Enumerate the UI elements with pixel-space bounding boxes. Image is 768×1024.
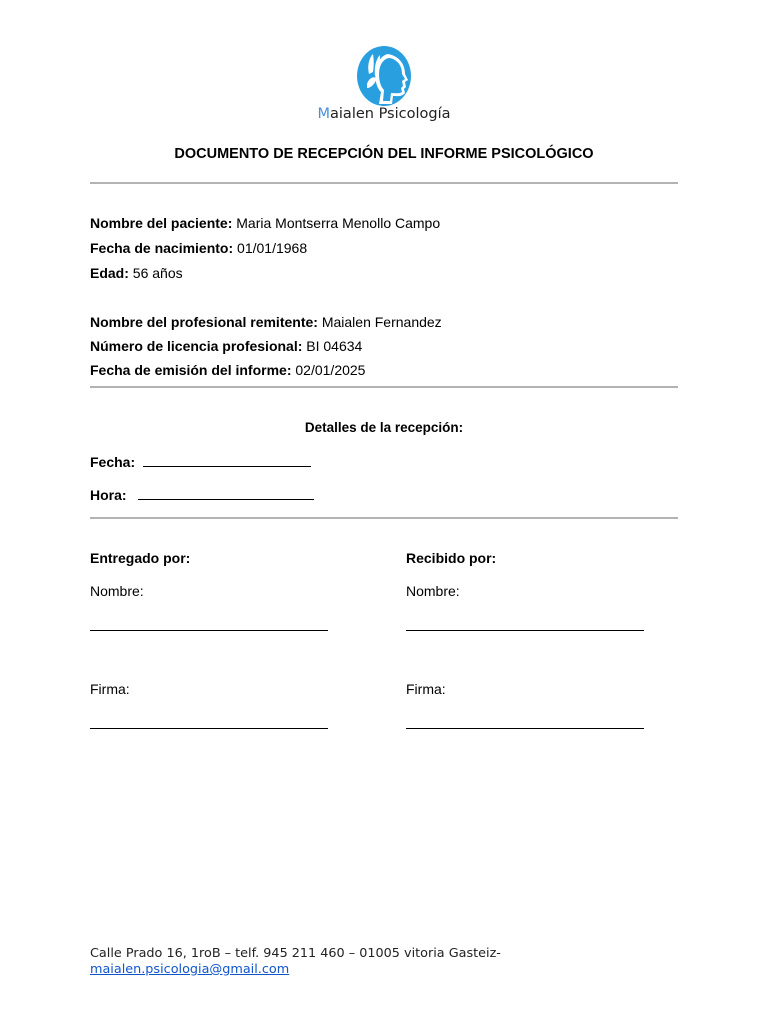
- divider: [90, 386, 678, 388]
- document-title: DOCUMENTO DE RECEPCIÓN DEL INFORME PSICOLÓGICO: [174, 146, 594, 162]
- reception-date-label: Fecha:: [90, 454, 136, 470]
- issue-date-value: 02/01/2025: [295, 362, 366, 378]
- divider: [90, 517, 678, 519]
- patient-name-value: Maria Montserra Menollo Campo: [236, 215, 441, 231]
- issue-date-label: Fecha de emisión del informe:: [90, 362, 292, 378]
- footer-email-link[interactable]: maialen.psicologia@gmail.com: [90, 962, 290, 977]
- reception-time-row: [90, 485, 314, 503]
- received-signature-label: Firma:: [406, 681, 446, 697]
- brand-name: [0, 106, 768, 122]
- patient-age-label: Edad:: [90, 265, 129, 281]
- professional-name-label: Nombre del profesional remitente:: [90, 314, 318, 330]
- delivered-signature-field[interactable]: [90, 728, 328, 729]
- received-name-field[interactable]: [406, 630, 644, 631]
- delivered-signature-label: Firma:: [90, 681, 130, 697]
- brand-initial: M: [317, 106, 331, 122]
- patient-name-label: Nombre del paciente:: [90, 215, 233, 231]
- reception-heading: Detalles de la recepción:: [304, 420, 464, 435]
- reception-date-row: [90, 452, 311, 470]
- brand-logo-icon: [355, 44, 413, 108]
- patient-dob-value: 01/01/1968: [237, 240, 308, 256]
- delivered-heading: Entregado por:: [90, 550, 191, 566]
- delivered-name-label: Nombre:: [90, 583, 144, 599]
- patient-name-row: [90, 215, 440, 231]
- reception-date-field[interactable]: [143, 452, 311, 467]
- patient-dob-row: [90, 240, 307, 256]
- divider: [90, 182, 678, 184]
- patient-age-value: 56 años: [132, 265, 183, 281]
- professional-name-value: Maialen Fernandez: [321, 314, 442, 330]
- received-name-label: Nombre:: [406, 583, 460, 599]
- footer: [90, 946, 501, 978]
- received-heading: Recibido por:: [406, 550, 497, 566]
- brand-name-rest: aialen Psicología: [330, 106, 451, 122]
- patient-age-row: [90, 265, 183, 281]
- delivered-name-field[interactable]: [90, 630, 328, 631]
- reception-time-label: Hora:: [90, 487, 127, 503]
- footer-address: Calle Prado 16, 1roB – telf. 945 211 460 – 01005 vitoria Gasteiz-: [90, 946, 501, 961]
- patient-dob-label: Fecha de nacimiento:: [90, 240, 234, 256]
- license-row: [90, 338, 362, 354]
- license-label: Número de licencia profesional:: [90, 338, 303, 354]
- issue-date-row: [90, 362, 365, 378]
- professional-name-row: [90, 314, 442, 330]
- reception-time-field[interactable]: [138, 485, 314, 500]
- received-signature-field[interactable]: [406, 728, 644, 729]
- license-value: BI 04634: [306, 338, 363, 354]
